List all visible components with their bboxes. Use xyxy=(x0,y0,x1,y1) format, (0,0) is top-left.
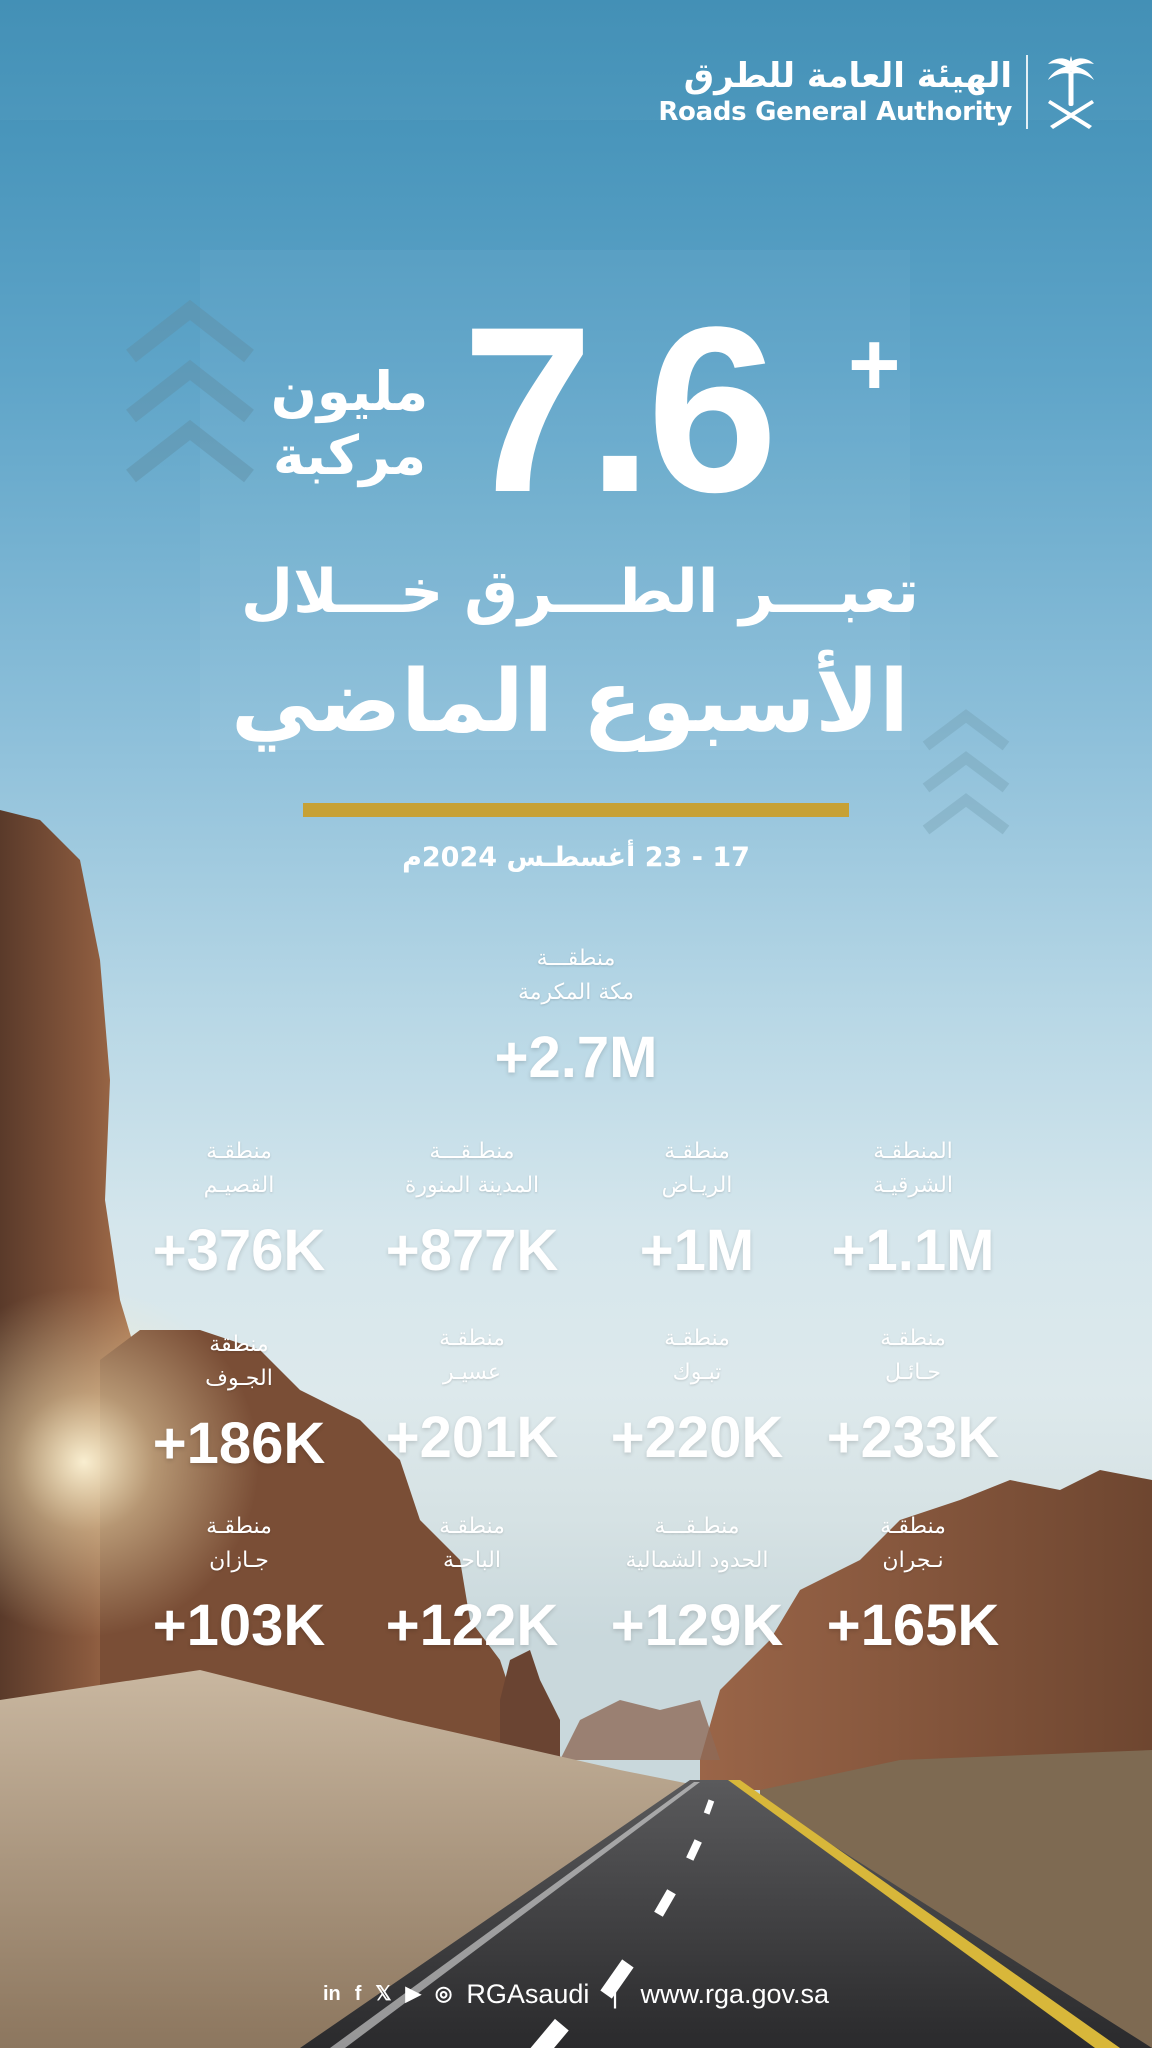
region-label-2: القصيـم xyxy=(203,1173,275,1198)
region-label-1: منطقـة xyxy=(439,1514,505,1539)
region-stat-hail xyxy=(808,1322,1018,1470)
region-value: +1M xyxy=(639,1218,755,1283)
footer xyxy=(0,1976,1152,2012)
region-label-1: منطقـة xyxy=(439,1326,505,1351)
region-label-1: منطقـة xyxy=(880,1514,946,1539)
hero-unit-line1: مليون xyxy=(270,360,429,423)
headline-line1: تعبـــر الطـــرق خـــلال xyxy=(241,557,919,627)
region-stat-jazan xyxy=(134,1510,344,1658)
chevron-up-decoration-icon xyxy=(125,300,255,490)
date-range: 17 - 23 أغسطـس 2024م xyxy=(402,842,750,873)
region-stat-jouf xyxy=(134,1328,344,1476)
region-label-1: منطقـــة xyxy=(536,946,616,971)
website-link[interactable]: www.rga.gov.sa xyxy=(640,1979,830,2009)
chevron-up-decoration-icon xyxy=(922,708,1010,838)
region-label-2: الحدود الشمالية xyxy=(625,1548,769,1573)
region-stat-najran xyxy=(808,1510,1018,1658)
region-value: +376K xyxy=(152,1218,326,1283)
x-icon[interactable]: 𝕏 xyxy=(375,1983,392,2005)
region-stat-qassim xyxy=(134,1135,344,1283)
region-value: +877K xyxy=(385,1218,559,1283)
hero-number: 7.6 xyxy=(462,278,773,542)
facebook-icon[interactable]: f xyxy=(354,1983,362,2005)
hero-plus-sign: + xyxy=(848,315,901,415)
region-stat-makkah xyxy=(471,942,681,1090)
region-label-1: منطقـة xyxy=(206,1514,272,1539)
brand-name-arabic: الهيئة العامة للطرق xyxy=(683,56,1012,96)
social-handle[interactable]: RGAsaudi xyxy=(466,1979,590,2009)
region-value: +1.1M xyxy=(831,1218,995,1283)
region-label-2: حـائـل xyxy=(885,1360,941,1385)
brand-name-english: Roads General Authority xyxy=(658,97,1012,127)
logo-divider xyxy=(1026,55,1028,129)
region-label-1: المنطقـة xyxy=(873,1139,953,1164)
hero-unit-line2: مركبة xyxy=(272,424,427,487)
hero-unit-label xyxy=(262,360,437,488)
region-label-2: جـازان xyxy=(209,1548,269,1573)
region-label-1: منطـقـــة xyxy=(429,1139,515,1164)
region-value: +103K xyxy=(152,1593,326,1658)
region-label-2: الجـوف xyxy=(205,1366,273,1391)
region-label-1: منطـقـــة xyxy=(654,1514,740,1539)
region-label-2: نـجران xyxy=(882,1548,944,1573)
region-stat-tabuk xyxy=(592,1322,802,1470)
social-icons xyxy=(323,1976,452,2012)
region-stat-northern-borders xyxy=(592,1510,802,1658)
region-value: +165K xyxy=(826,1593,1000,1658)
region-stat-asir xyxy=(367,1322,577,1470)
region-value: +186K xyxy=(152,1411,326,1476)
region-stat-riyadh xyxy=(592,1135,802,1283)
region-value: +129K xyxy=(610,1593,784,1658)
region-value: +201K xyxy=(385,1405,559,1470)
instagram-icon[interactable]: ◎ xyxy=(434,1983,453,2005)
region-label-2: تبـوك xyxy=(672,1360,722,1385)
region-stat-madinah xyxy=(367,1135,577,1283)
region-stat-eastern xyxy=(808,1135,1018,1283)
region-label-2: الباحـة xyxy=(443,1548,501,1573)
region-label-1: منطقـة xyxy=(664,1326,730,1351)
region-label-2: المدينة المنورة xyxy=(404,1173,540,1198)
region-label-2: الشرقيـة xyxy=(873,1173,953,1198)
region-value: +122K xyxy=(385,1593,559,1658)
region-value: +233K xyxy=(826,1405,1000,1470)
linkedin-icon[interactable]: in xyxy=(322,1983,341,2005)
region-label-1: منطقة xyxy=(209,1332,269,1357)
region-label-1: منطقـة xyxy=(206,1139,272,1164)
headline-line2: الأسبوع الماضي xyxy=(231,652,909,752)
region-value: +220K xyxy=(610,1405,784,1470)
region-label-1: منطقـة xyxy=(880,1326,946,1351)
palm-swords-emblem-icon xyxy=(1042,52,1100,132)
footer-separator: | xyxy=(611,1979,619,2009)
youtube-icon[interactable]: ▶ xyxy=(405,1983,421,2005)
region-value: +2.7M xyxy=(494,1025,658,1090)
brand-name xyxy=(658,56,1012,128)
region-label-2: عسيـر xyxy=(443,1360,501,1385)
gold-divider xyxy=(303,803,849,817)
region-stat-baha xyxy=(367,1510,577,1658)
region-label-1: منطقـة xyxy=(664,1139,730,1164)
brand-logo xyxy=(658,52,1100,132)
region-label-2: مكة المكرمة xyxy=(517,980,635,1005)
region-label-2: الريـاض xyxy=(661,1173,733,1198)
